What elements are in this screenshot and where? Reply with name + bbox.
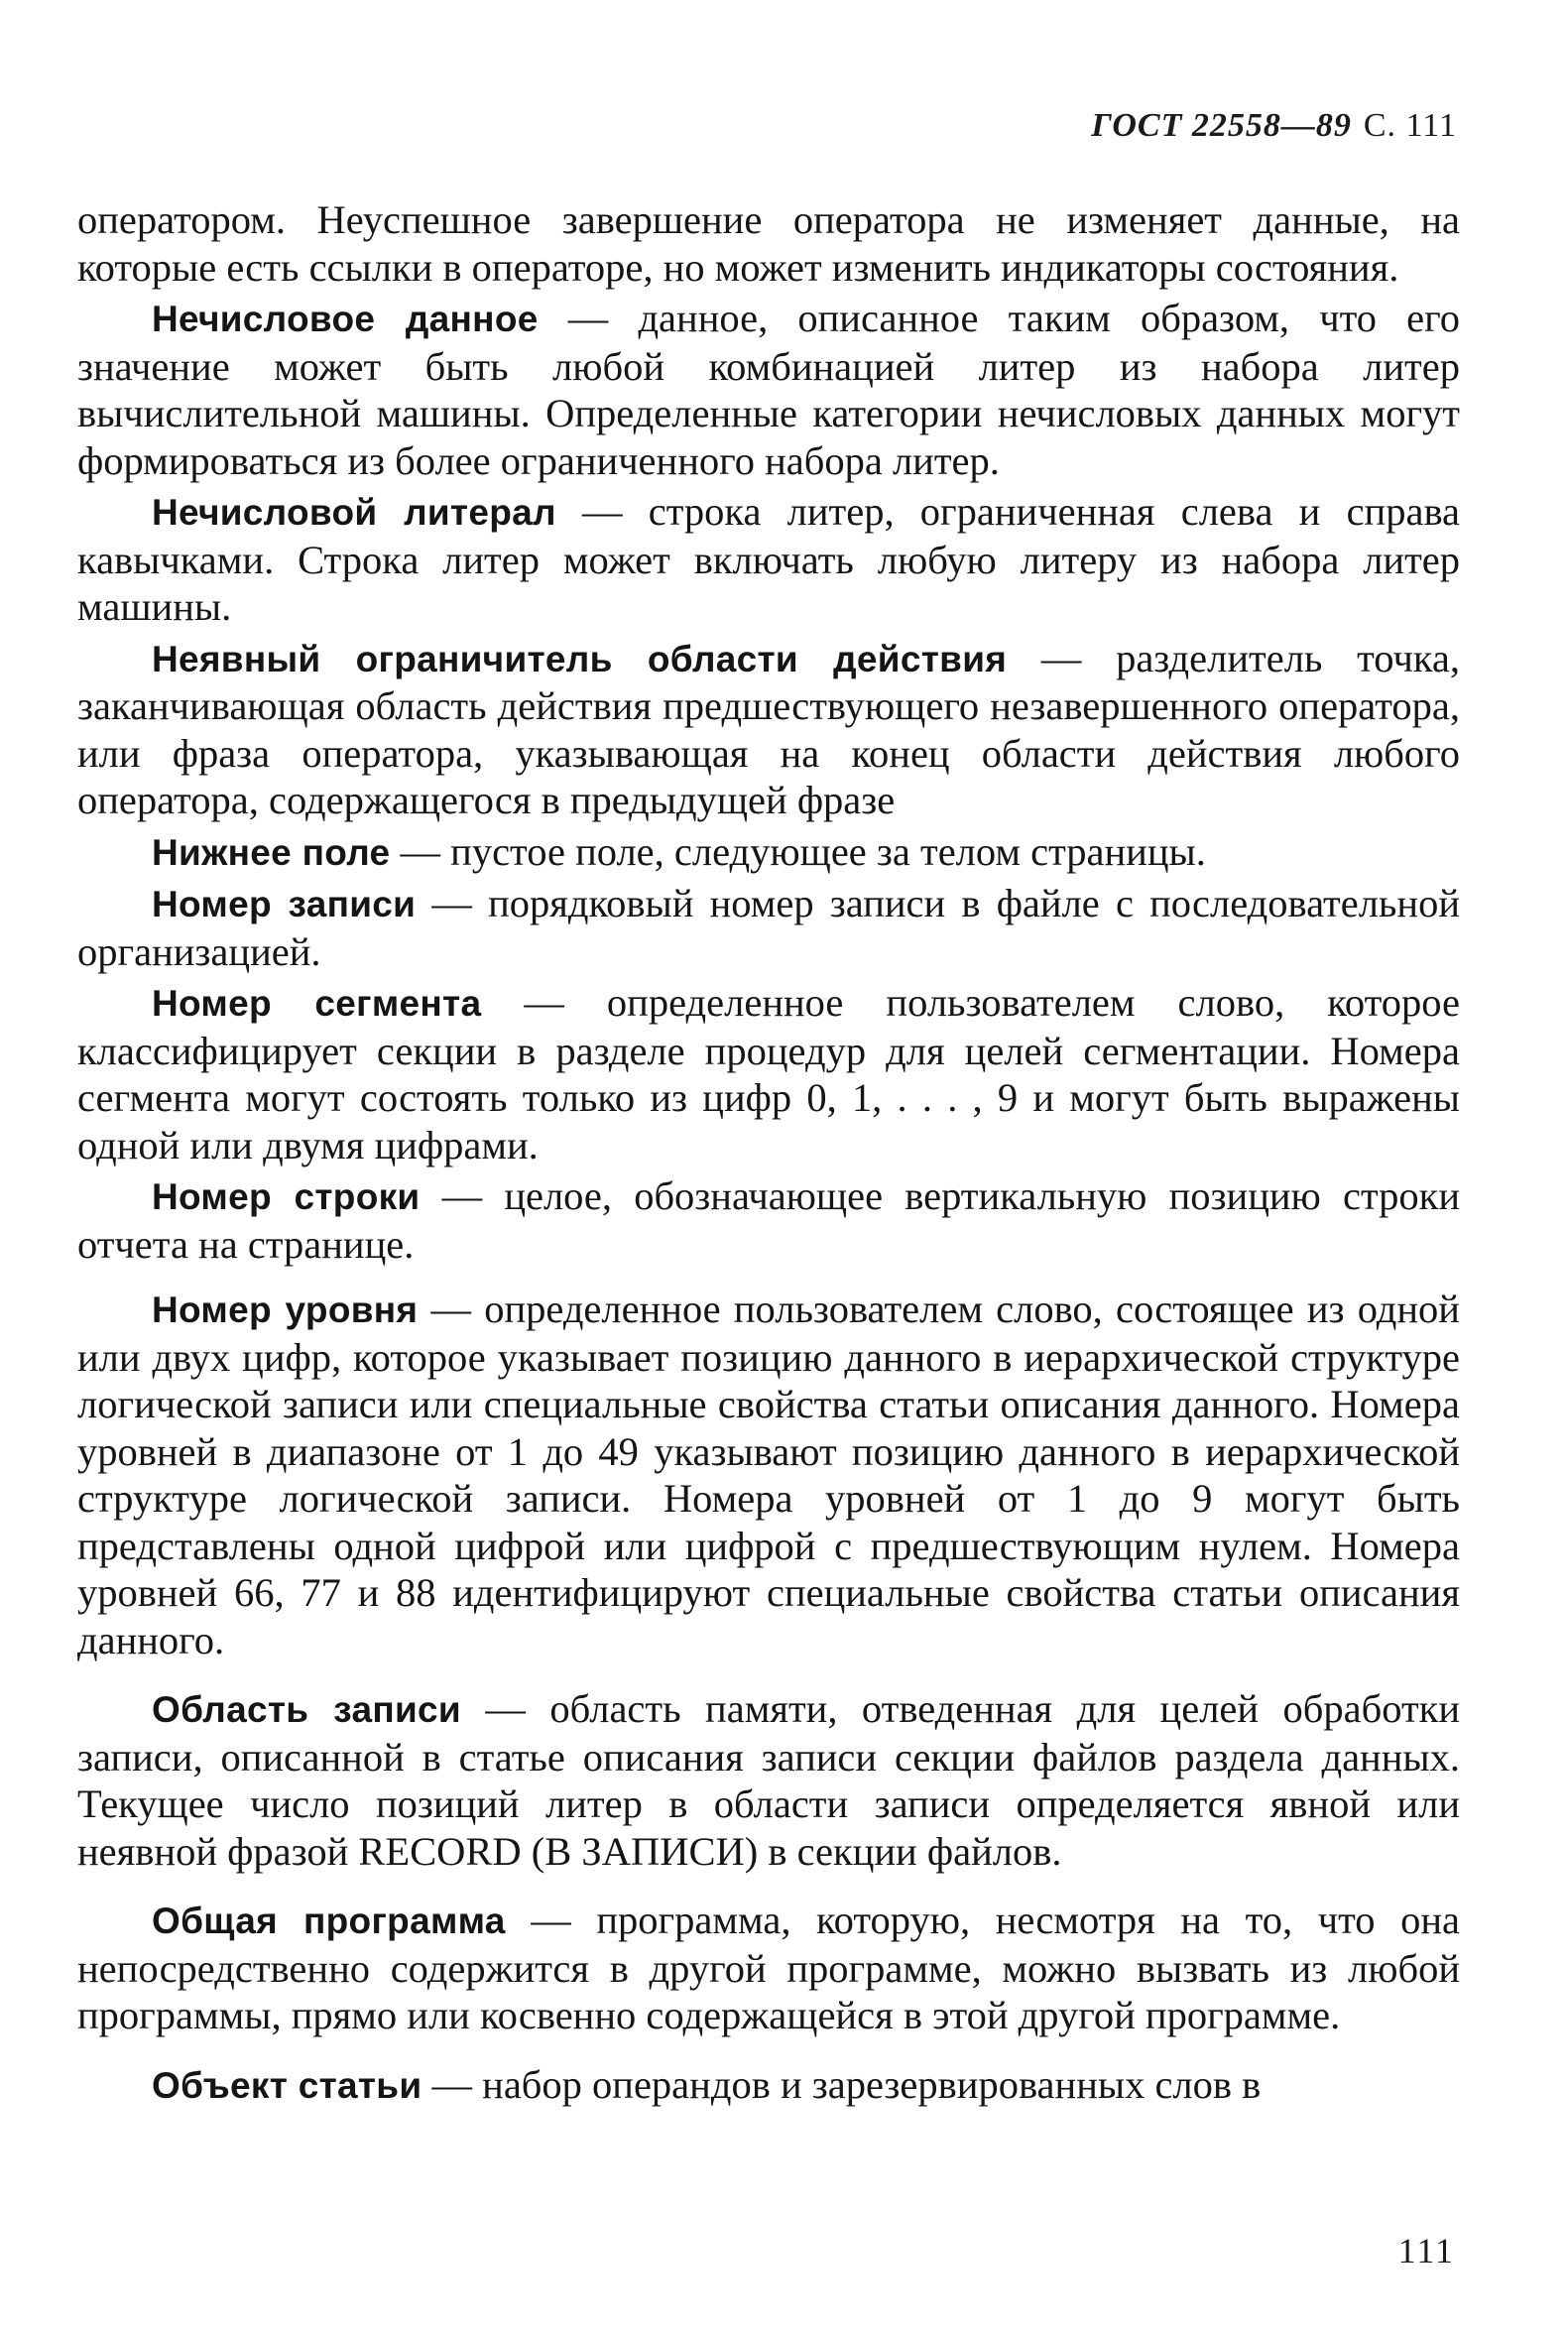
definition-term: Номер строки (152, 1176, 421, 1217)
running-header (1091, 107, 1457, 145)
paragraph-text: оператором. Неуспешное завершение оператора не изменяет данные, на которые есть ссылки в операторе, но может изменить индикаторы состояния. (77, 197, 1460, 290)
definition-term: Общая программа (152, 1901, 506, 1941)
definition-term: Объект статьи (152, 2064, 422, 2106)
page-body (77, 196, 1460, 2109)
definition-text: — определенное пользователем слово, которое классифицирует секции в разделе процедур для целей сегментации. Номера сегмента могут состоять только из цифр 0, 1, . . . , 9 и могут быть выражены одной или двумя цифрами. (77, 980, 1460, 1167)
definition-term: Номер сегмента (152, 983, 482, 1024)
definition-paragraph (77, 979, 1460, 1168)
definition-text: — определенное пользователем слово, состоящее из одной или двух цифр, которое указывает позицию данного в иерархической структуре логической записи или специальные свойства статьи описания данного. Номера уровней в диапазоне от 1 до 49 указывают позицию данного в иерархической структуре логической записи. Номера уровней от 1 до 9 могут быть представлены одной цифрой или цифрой с предшествующим нулем. Номера уровней 66, 77 и 88 идентифицируют специальные свойства статьи описания данного. (77, 1287, 1460, 1662)
definition-text: — пустое поле, следующее за телом страницы. (390, 828, 1206, 874)
definition-text: — строка литер, ограниченная слева и справа кавычками. Строка литер может включать любую литеру из набора литер машины. (77, 489, 1461, 629)
definition-paragraph (77, 1172, 1460, 1268)
page-number: 111 (1397, 2231, 1455, 2270)
definition-term: Область записи (152, 1689, 461, 1730)
definition-term: Номер записи (152, 884, 417, 924)
definition-text: — целое, обозначающее вертикальную позицию строки отчета на странице. (77, 1173, 1460, 1267)
continuation-paragraph (77, 196, 1460, 291)
definition-paragraph (77, 828, 1460, 877)
definition-paragraph (77, 1286, 1460, 1663)
definition-paragraph (77, 1685, 1460, 1875)
definition-term: Номер уровня (152, 1289, 419, 1330)
definition-text: — программа, которую, несмотря на то, что она непосредственно содержится в другой программе, можно вызвать из любой программы, прямо или косвенно содержащейся в этой другой программе. (77, 1898, 1460, 2037)
definition-paragraph (77, 488, 1460, 631)
definition-term: Неявный ограничитель области действия (152, 638, 1008, 679)
definition-text: — порядковый номер записи в файле с последовательной организацией. (77, 881, 1460, 974)
header-page-label: С. 111 (1363, 107, 1457, 144)
definition-paragraph (77, 295, 1460, 484)
definition-term: Нечисловое данное (152, 299, 539, 339)
definition-paragraph (77, 1897, 1460, 2039)
definition-text: — разделитель точка, заканчивающая область действия предшествующего незавершенного оператора, или фраза оператора, указывающая на конец области действия любого оператора, содержащегося в предыдущей фразе (77, 635, 1460, 822)
definition-text: — область памяти, отведенная для целей обработки записи, описанной в статье описания записи секции файлов раздела данных. Текущее число позиций литер в области записи определяется явной или неявной фразой RECORD (В ЗАПИСИ) в секции файлов. (77, 1686, 1460, 1874)
definition-paragraph (77, 635, 1460, 824)
definition-text: — данное, описанное таким образом, что его значение может быть любой комбинацией литер из набора литер вычислительной машины. Определенные категории нечисловых данных могут формироваться из более ограниченного набора литер. (77, 296, 1460, 483)
definition-paragraph (77, 880, 1460, 975)
definition-text: — набор операндов и зарезервированных слов в (422, 2061, 1262, 2107)
definition-paragraph (77, 2061, 1460, 2110)
definition-term: Нечисловой литерал (152, 492, 556, 533)
definition-term: Нижнее поле (152, 831, 391, 873)
header-standard: ГОСТ 22558—89 (1091, 107, 1352, 144)
